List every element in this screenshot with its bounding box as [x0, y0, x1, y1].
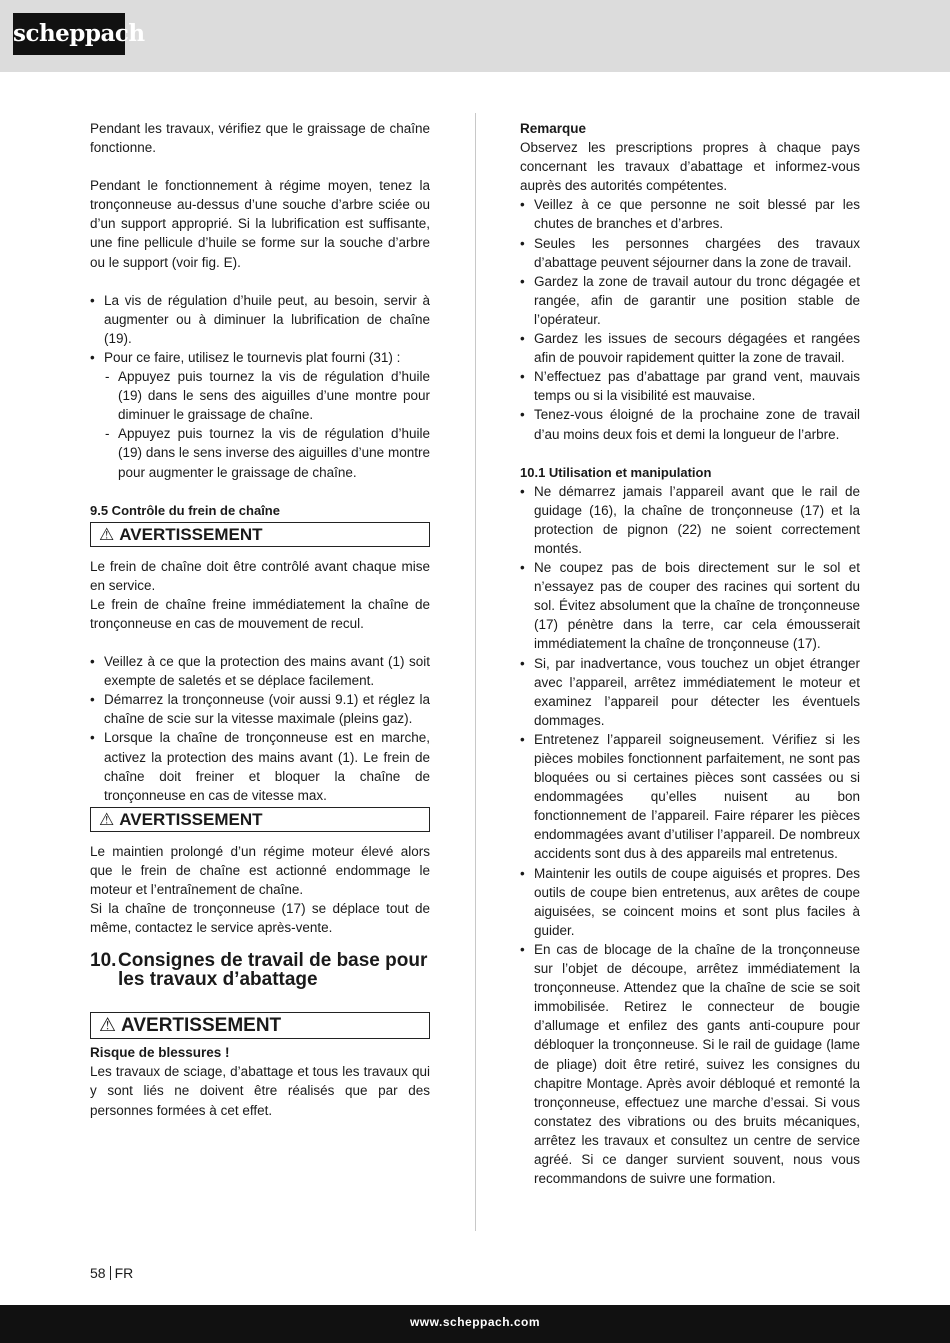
list-item: • Gardez la zone de travail autour du tronc dégagée et rangée, afin de garantir une position stable de l’opérateur.: [520, 272, 860, 329]
list-item: • Ne démarrez jamais l’appareil avant que le rail de guidage (16), la chaîne de tronçonneuse (17) et la protection de pignon (22) ne soient correctement montés.: [520, 482, 860, 558]
list-item: • Seules les personnes chargées des travaux d’abattage peuvent séjourner dans la zone de travail.: [520, 234, 860, 272]
warning-label: AVERTISSEMENT: [119, 809, 263, 829]
page-number-separator: [110, 1266, 111, 1280]
list-item: [90, 348, 430, 482]
section-9-5-heading: 9.5 Contrôle du frein de chaîne: [90, 502, 280, 518]
page-number: [90, 1265, 133, 1281]
section-title: Consignes de travail de base pour les travaux d’abattage: [118, 950, 428, 991]
paragraph-engine-damage: Le maintien prolongé d’un régime moteur élevé alors que le frein de chaîne est actionné endommage le moteur et l’entraînement de chaîne.: [90, 843, 430, 897]
list-item: - Appuyez puis tournez la vis de régulation d’huile (19) dans le sens inverse des aiguilles d’une montre pour augmenter le graissage de chaîne.: [104, 424, 430, 481]
list-item: • Ne coupez pas de bois directement sur le sol et n’essayez pas de couper des racines qui sortent du sol. Évitez absolument que la chaîne de tronçonneuse (17) pénètre dans la terre, car cela émousserait immédiatement la chaîne de tronçonneuse (17).: [520, 558, 860, 653]
felling-safety-list: [520, 195, 860, 443]
paragraph-brake-check: Le frein de chaîne doit être contrôlé avant chaque mise en service.: [90, 558, 430, 593]
website-url: www.scheppach.com: [409, 1315, 541, 1329]
list-item: • Maintenir les outils de coupe aiguisés et propres. Des outils de coupe bien entretenus, aux arêtes de coupe aiguisées, se coincent moins et sont plus faciles à guider.: [520, 864, 860, 940]
warning-box: [90, 1012, 430, 1039]
list-item: • Veillez à ce que la protection des mains avant (1) soit exempte de saletés et se déplace facilement.: [90, 652, 430, 690]
list-item: - Appuyez puis tournez la vis de régulation d’huile (19) dans le sens des aiguilles d’une montre pour diminuer le graissage de chaîne.: [104, 367, 430, 424]
page-footer: [0, 1305, 950, 1343]
language-code: FR: [114, 1265, 134, 1281]
warning-box: [90, 807, 430, 832]
warning-label: AVERTISSEMENT: [121, 1015, 282, 1037]
paragraph-trained-personnel: Les travaux de sciage, d’abattage et tous les travaux qui y sont liés ne doivent être réalisés que par des personnes formées à cet effet.: [90, 1064, 430, 1118]
usage-handling-list: [520, 482, 860, 1188]
left-column: [90, 119, 430, 1120]
paragraph-lubrication-check: Pendant les travaux, vérifiez que le graissage de chaîne fonctionne.: [90, 121, 430, 156]
list-item: • Démarrez la tronçonneuse (voir aussi 9.1) et réglez la chaîne de scie sur la vitesse maximale (pleins gaz).: [90, 690, 430, 728]
warning-triangle-icon: ⚠: [99, 1015, 117, 1037]
warning-label: AVERTISSEMENT: [119, 524, 263, 544]
page-number-value: 58: [90, 1265, 106, 1281]
paragraph-contact-service: Si la chaîne de tronçonneuse (17) se déplace tout de même, contactez le service après-vente.: [90, 901, 430, 936]
list-item: • En cas de blocage de la chaîne de la tronçonneuse sur l’objet de découpe, arrêtez immédiatement la tronçonneuse. Attendez que la chaîne de scie se soit immobilisée. Retirez le connecteur de bougie d’allumage et enfilez des gants anti-coupure pour débloquer la tronçonneuse. Si le rail de guidage (lame de pliage) doit être retiré, suivez les consignes du chapitre Montage. Après avoir débloqué et remonté la tronçonneuse, effectuez une marche d’essai. Si vous constatez des vibrations ou des bruits mécaniques, arrêtez les travaux et consultez un centre de service agréé. Si ce danger survient souvent, nous vous recommandons de suivre une formation.: [520, 940, 860, 1188]
oil-adjustment-list: [90, 291, 430, 482]
section-number: 10.: [90, 950, 117, 972]
warning-box: [90, 522, 430, 547]
paragraph-brake-function: Le frein de chaîne freine immédiatement la chaîne de tronçonneuse en cas de mouvement de recul.: [90, 596, 430, 631]
scheppach-logo: scheppach: [13, 13, 125, 55]
risk-heading: Risque de blessures !: [90, 1045, 230, 1061]
page-header: [0, 0, 950, 72]
list-item: • Si, par inadvertance, vous touchez un objet étranger avec l’appareil, arrêtez immédiatement le moteur et examinez l’appareil pour détecter les éventuels dommages.: [520, 654, 860, 730]
paragraph-lubrication-test: Pendant le fonctionnement à régime moyen, tenez la tronçonneuse au-dessus d’une souche d’arbre sciée ou d’un support approprié. Si la lubrification est suffisante, une fine pellicule d’huile se forme sur la souche d’arbre ou le support (voir fig. E).: [90, 178, 430, 270]
list-item: • La vis de régulation d’huile peut, au besoin, servir à augmenter ou à diminuer la lubrification de chaîne (19).: [90, 291, 430, 348]
section-10-heading: [90, 951, 430, 989]
list-item: • Tenez-vous éloigné de la prochaine zone de travail d’au moins deux fois et demi la longueur de l’arbre.: [520, 405, 860, 443]
warning-triangle-icon: ⚠: [99, 524, 115, 544]
screw-instructions-list: [104, 367, 430, 482]
warning-triangle-icon: ⚠: [99, 809, 115, 829]
list-item: • Veillez à ce que personne ne soit blessé par les chutes de branches et d’arbres.: [520, 195, 860, 233]
section-10-1-heading: 10.1 Utilisation et manipulation: [520, 464, 712, 480]
list-item: • Gardez les issues de secours dégagées et rangées afin de pouvoir rapidement quitter la zone de travail.: [520, 329, 860, 367]
brake-test-list: [90, 652, 430, 805]
column-divider: [475, 113, 476, 1231]
list-item: • Lorsque la chaîne de tronçonneuse est en marche, activez la protection des mains avant (1). Le frein de chaîne doit freiner et bloquer la chaîne de tronçonneuse en cas de vitesse max.: [90, 728, 430, 804]
remark-heading: Remarque: [520, 121, 587, 136]
list-item: • Entretenez l’appareil soigneusement. Vérifiez si les pièces mobiles fonctionnent parfaitement, ne sont pas bloquées ou si certaines pièces sont cassées ou si endommagées qu’elles nuisent au bon fonctionnement de l’appareil. Faire réparer les pièces endommagées avant d’utiliser l’appareil. De nombreux accidents sont dus à des appareils mal entretenus.: [520, 730, 860, 864]
list-item-text: Pour ce faire, utilisez le tournevis plat fourni (31) :: [104, 349, 401, 365]
right-column: [520, 119, 860, 1188]
list-item: • N’effectuez pas d’abattage par grand vent, mauvais temps ou si la visibilité est mauvaise.: [520, 367, 860, 405]
paragraph-remark: Observez les prescriptions propres à chaque pays concernant les travaux d’abattage et informez-vous auprès des autorités compétentes.: [520, 140, 860, 194]
